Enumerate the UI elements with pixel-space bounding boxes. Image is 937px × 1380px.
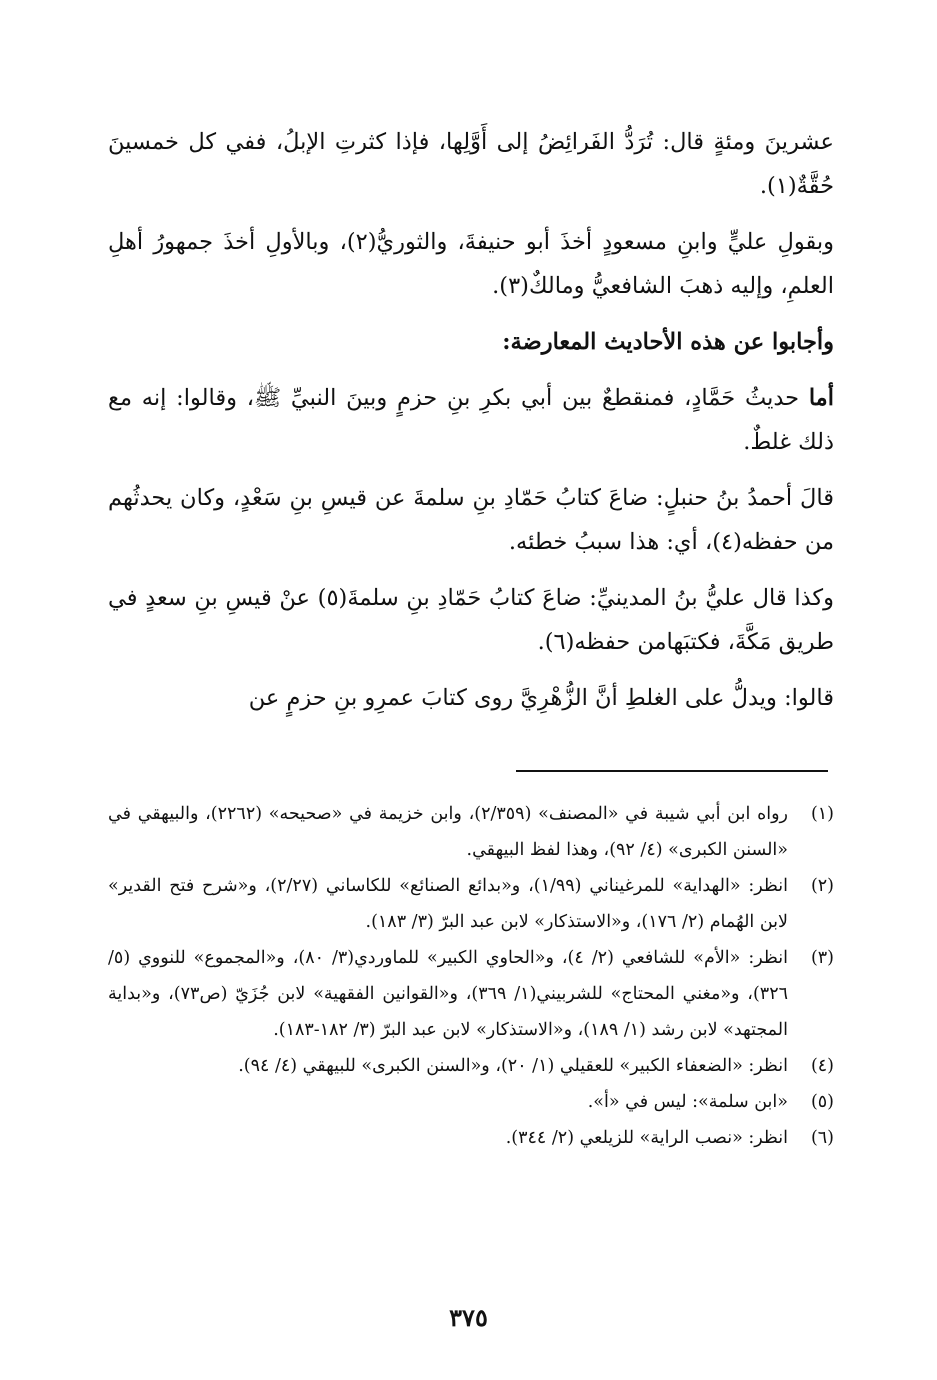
- footnotes: [108, 796, 834, 1156]
- footnote-2: [108, 868, 834, 940]
- footnote-number: (١): [810, 804, 834, 824]
- paragraph-6: وكذا قال عليُّ بنُ المدينيِّ: ضاعَ كتابُ حَمّادِ بنِ سلمةَ(٥) عنْ قيسِ بنِ سعدٍ في طريق مَكَّةَ، فكتبَهامن حفظه(٦).: [108, 585, 834, 655]
- footnote-1: [108, 796, 834, 868]
- footnote-separator: [516, 770, 828, 772]
- paragraph-5: قالَ أحمدُ بنُ حنبلٍ: ضاعَ كتابُ حَمّادِ بنِ سلمةَ عن قيسِ بنِ سَعْدٍ، وكان يحدثُهم من حفظه(٤)، أي: هذا سببُ خطئه.: [108, 485, 834, 555]
- paragraph-4-rest: حديثُ حَمَّادٍ، فمنقطعٌ بين أبي بكرِ بنِ حزمٍ وبينَ النبيِّ ﷺ، وقالوا: إنه مع ذلك غلطٌ.: [108, 385, 834, 455]
- footnote-number: (٥): [810, 1092, 834, 1112]
- footnote-text: انظر: «الضعفاء الكبير» للعقيلي (١/ ٢٠)، و«السنن الكبرى» للبيهقي (٤/ ٩٤).: [238, 1056, 788, 1076]
- footnote-number: (٣): [810, 948, 834, 968]
- footnote-3: [108, 940, 834, 1048]
- paragraph-4: [108, 376, 834, 464]
- footnote-4: [108, 1048, 834, 1084]
- section-heading: وأجابوا عن هذه الأحاديث المعارضة:: [502, 329, 834, 355]
- page-number: ٣٧٥: [449, 1303, 488, 1332]
- footnote-text: رواه ابن أبي شيبة في «المصنف» (٢/٣٥٩)، وابن خزيمة في «صحيحه» (٢٢٦٢)، والبيهقي في «السنن الكبرى» (٤/ ٩٢)، وهذا لفظ البيهقي.: [108, 804, 789, 860]
- footnote-6: [108, 1120, 834, 1156]
- main-text: [108, 120, 834, 732]
- footnote-text: انظر: «الأم» للشافعي (٢/ ٤)، و«الحاوي الكبير» للماوردي(٣/ ٨٠)، و«المجموع» للنووي (٥/ ٣٢٦)، و«مغني المحتاج» للشربيني(١/ ٣٦٩)، و«القوانين الفقهية» لابن جُزَيّ (ص٧٣)، و«بداية المجتهد» لابن رشد (١/ ١٨٩)، و«الاستذكار» لابن عبد البرّ (٣/ ١٨٢-١٨٣).: [108, 948, 788, 1040]
- paragraph-4-lead: أما: [808, 385, 834, 411]
- footnote-5: [108, 1084, 834, 1120]
- footnote-text: «ابن سلمة»: ليس في «أ».: [587, 1092, 788, 1112]
- paragraph-7: قالوا: ويدلُّ على الغلطِ أنَّ الزُّهْرِيَّ روى كتابَ عمرِو بنِ حزمٍ عن: [248, 685, 834, 711]
- footnote-number: (٢): [810, 876, 834, 896]
- paragraph-1: عشرينَ ومئةٍ قال: تُرَدُّ الفَرائِضُ إلى أَوَّلِها، فإذا كثرتِ الإبلُ، ففي كل خمسينَ حُقَّةٌ(١).: [108, 129, 834, 199]
- paragraph-2: وبقولِ عليٍّ وابنِ مسعودٍ أخذَ أبو حنيفةَ، والثوريُّ(٢)، وبالأولِ أخذَ جمهورُ أهلِ العلمِ، وإليه ذهبَ الشافعيُّ ومالكٌ(٣).: [108, 229, 834, 299]
- footnote-number: (٤): [810, 1056, 834, 1076]
- footnote-text: انظر: «نصب الراية» للزيلعي (٢/ ٣٤٤).: [505, 1128, 788, 1148]
- footnote-number: (٦): [810, 1128, 834, 1148]
- footnote-text: انظر: «الهداية» للمرغيناني (١/٩٩)، و«بدائع الصنائع» للكاساني (٢/٢٧)، و«شرح فتح القدير» لابن الهُمام (٢/ ١٧٦)، و«الاستذكار» لابن عبد البرّ (٣/ ١٨٣).: [108, 876, 788, 932]
